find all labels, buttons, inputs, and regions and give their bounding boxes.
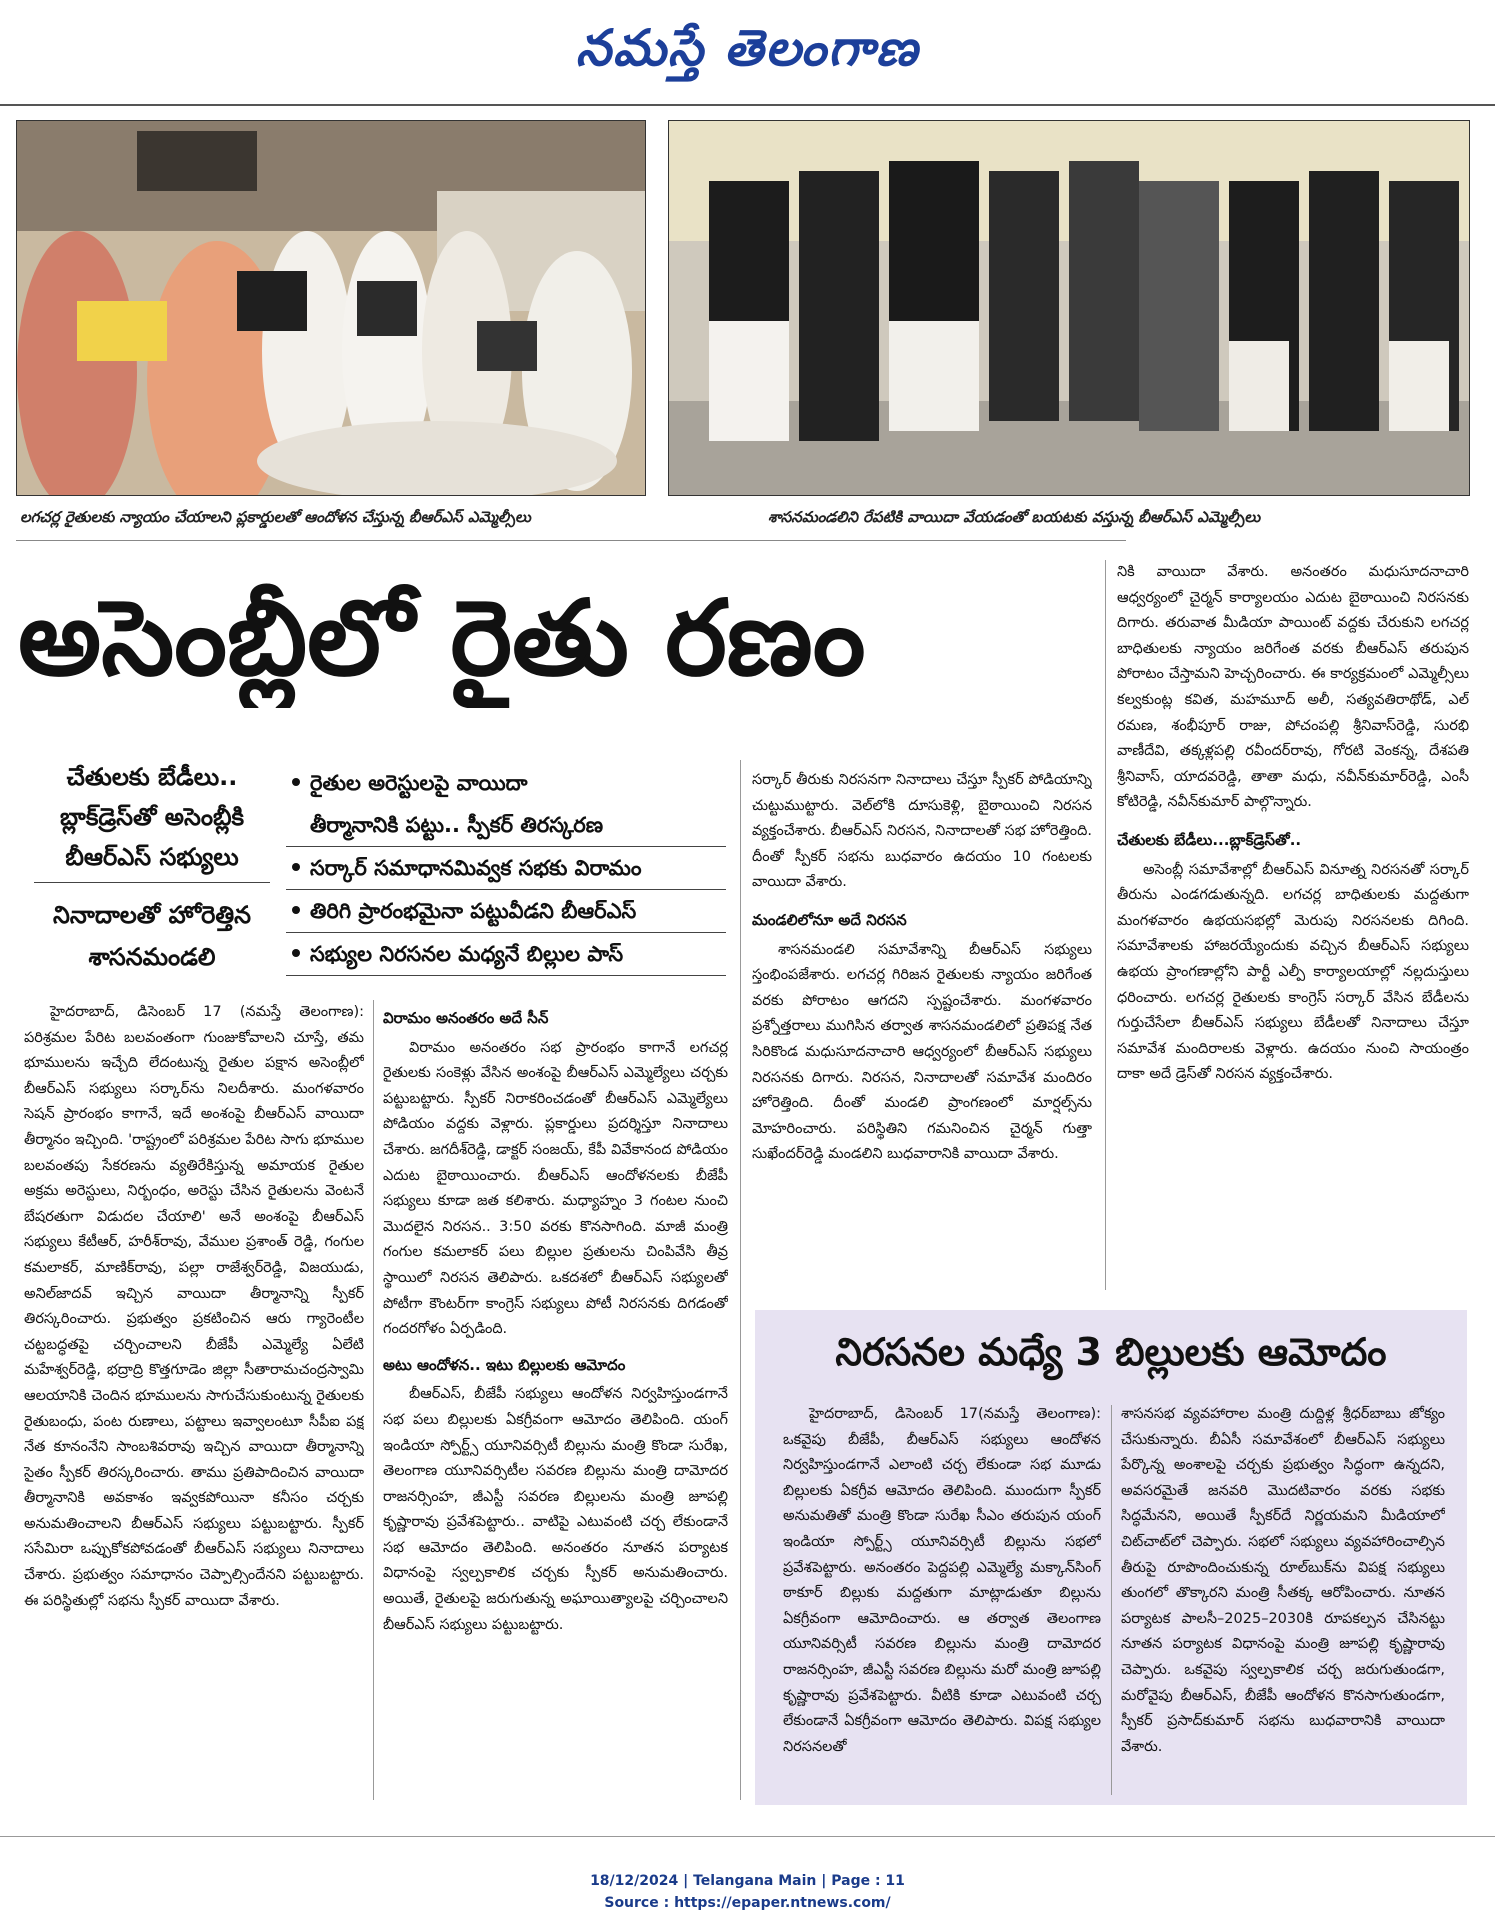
bullet-item: సభ్యుల నిరసనల మధ్యనే బిల్లుల పాస్‌ — [286, 933, 726, 976]
box-right-text: శాసనసభ వ్యవహారాల మంత్రి దుద్దిళ్ల శ్రీధర్‌బాబు జోక్యం చేసుకున్నారు. బీఏసీ సమావేశంలో బీఆర్‌ఎస్‌ సభ్యులు పేర్కొన్న అంశాలపై చర్చకు ప్రభుత్వం సిద్ధంగా ఉన్నదని, అవసరమైతే జనవరి మొదటివారం వరకు సభకు సిద్ధమేనని, అయితే స్పీకర్‌దే నిర్ణయమని మీడియాలో చిట్‌చాట్‌లో చెప్పారు. సభలో సభ్యులు వ్యవహారించాల్సిన తీరుపై రూపొందించుకున్న రూల్‌బుక్‌ను విపక్ష సభ్యులు తుంగలో తొక్కారని మంత్రి సీతక్క ఆరోపించారు. నూతన పర్యాటక పాలసీ–2025–2030కి రూపకల్పన చేసినట్టు నూతన పర్యాటక విధానంపై మంత్రి జూపల్లి కృష్ణారావు చెప్పారు. ఒకవైపు స్వల్పకాలిక చర్చ జరుగుతుండగా, మరోవైపు బీఆర్‌ఎస్‌, బీజేపీ ఆందోళన కొనసాగుతుండగా, స్పీకర్‌ ప్రసాద్‌కుమార్‌ సభను బుధవారానికి వాయిదా వేశారు. — [1121, 1406, 1445, 1755]
photo-right — [668, 120, 1470, 496]
deck-line-5: శాసనమండలి — [88, 943, 216, 971]
protest-photo-image — [17, 121, 645, 495]
column-2-text-1: విరామం అనంతరం సభ ప్రారంభం కాగానే లగచర్ల రైతులకు సంకెళ్లు వేసిన అంశంపై బీఆర్‌ఎస్‌ ఎమ్మెల్యేలు చర్చకు పట్టుబట్టారు. స్పీకర్‌ నిరాకరించడంతో బీఆర్‌ఎస్‌ ఎమ్మెల్యేలు పోడియం వద్దకు వెళ్లారు. ప్లకార్డులు ప్రదర్శిస్తూ నినాదాలు చేశారు. జగదీశ్‌రెడ్డి, డాక్టర్‌ సంజయ్‌, కేపీ వివేకానంద పోడియం ఎదుట బైఠాయించారు. బీఆర్‌ఎస్‌ ఆందోళనలకు బీజేపీ సభ్యులు కూడా జత కలిశారు. మధ్యాహ్నం 3 గంటల నుంచి మొదలైన నిరసన.. 3:50 వరకు కొనసాగింది. మాజీ మంత్రి గంగుల కమలాకర్‌ పలు బిల్లుల ప్రతులను చింపివేసి తీవ్ర స్థాయిలో నిరసన తెలిపారు. ఒకదశలో బీఆర్‌ఎస్‌ సభ్యులతో పోటీగా కౌంటర్‌గా కాంగ్రెస్‌ సభ్యులు పోటీ నిరసనకు దిగడంతో గందరగోళం ఏర్పడింది. — [383, 1039, 728, 1338]
box-column-right — [1121, 1402, 1445, 1797]
footer-divider — [0, 1836, 1495, 1837]
bullet-item: తిరిగి ప్రారంభమైనా పట్టువీడని బీఆర్‌ఎస్‌ — [286, 890, 726, 933]
article-column-1 — [24, 1000, 364, 1810]
bullet-item: సర్కార్‌ సమాధానమివ్వక సభకు విరామం — [286, 847, 726, 890]
photo-right-caption: శాసనమండలిని రేపటికి వాయిదా వేయడంతో బయటకు వస్తున్న బీఆర్‌ఎస్‌ ఎమ్మెల్సీలు — [768, 508, 1261, 526]
column-3-text-1: సర్కార్‌ తీరుకు నిరసనగా నినాదాలు చేస్తూ స్పీకర్‌ పోడియాన్ని చుట్టుముట్టారు. వెల్‌లోకి దూసుకెళ్లి, బైఠాయించి నిరసన వ్యక్తంచేశారు. బీఆర్‌ఎస్‌ నిరసన, నినాదాలతో సభ హోరెత్తింది. దీంతో స్పీకర్‌ సభను బుధవారం ఉదయం 10 గంటలకు వాయిదా వేశారు. — [752, 772, 1092, 891]
newspaper-title: నమస్తే తెలంగాణ — [575, 18, 920, 77]
box-headline: నిరసనల మధ్యే 3 బిల్లులకు ఆమోదం — [835, 1330, 1387, 1374]
masthead-divider — [0, 104, 1495, 106]
masthead — [0, 0, 1495, 104]
article-column-3 — [752, 768, 1092, 1298]
walkout-photo-image — [669, 121, 1469, 495]
column-3-text-2: శాసనమండలి సమావేశాన్ని బీఆర్‌ఎస్‌ సభ్యులు స్తంభింపజేశారు. లగచర్ల గిరిజన రైతులకు న్యాయం జరిగేంత వరకు పోరాటం ఆగదని స్పష్టంచేశారు. మంగళవారం ప్రశ్నోత్తరాలు ముగిసిన తర్వాత శాసనమండలిలో ప్రతిపక్ష నేత సిరికొండ మధుసూదనాచారి ఆధ్వర్యంలో బీఆర్‌ఎస్‌ సభ్యులు నిరసనకు దిగారు. నిరసన, నినాదాలతో సమావేశ మందిరం హోరెత్తింది. దీంతో మండలి ప్రాంగణంలో మార్షల్స్‌ను మోహరించారు. పరిస్థితిని గమనించిన చైర్మన్‌ గుత్తా సుఖేందర్‌రెడ్డి మండలిని బుధవారానికి వాయిదా వేశారు. — [752, 941, 1092, 1163]
box-column-left — [783, 1402, 1101, 1797]
column-1-text: హైదరాబాద్‌, డిసెంబర్‌ 17 (నమస్తే తెలంగాణ): పరిశ్రమల పేరిట బలవంతంగా గుంజుకోవాలని చూస్తే, తమ భూములను ఇచ్చేది లేదంటున్న రైతుల పక్షాన అసెంబ్లీలో బీఆర్‌ఎస్‌ సభ్యులు సర్కార్‌ను నిలదీశారు. మంగళవారం సెషన్‌ ప్రారంభం కాగానే, ఇదే అంశంపై బీఆర్‌ఎస్‌ వాయిదా తీర్మానం ఇచ్చింది. 'రాష్ట్రంలో పరిశ్రమల పేరిట సాగు భూముల బలవంతపు సేకరణను వ్యతిరేకిస్తున్న అమాయక రైతుల అక్రమ అరెస్టులు, నిర్బంధం, అరెస్టు చేసిన రైతులను వెంటనే బేషరతుగా విడుదల చేయాలి' అనే అంశంపై బీఆర్‌ఎస్‌ సభ్యులు కేటీఆర్‌, హరీశ్‌రావు, వేముల ప్రశాంత్‌ రెడ్డి, గంగుల కమలాకర్‌, మాణిక్‌రావు, పల్లా రాజేశ్వర్‌రెడ్డి, విజయుడు, అనిల్‌జాదవ్‌ ఇచ్చిన వాయిదా తీర్మానాన్ని స్పీకర్‌ తిరస్కరించారు. ప్రభుత్వం ప్రకటించిన ఆరు గ్యారెంటీల చట్టబద్ధతపై చర్చించాలని బీజేపీ ఎమ్మెల్యే ఏలేటి మహేశ్వర్‌రెడ్డి, భద్రాద్రి కొత్తగూడెం జిల్లా సీతారామచంద్రస్వామి ఆలయానికి చెందిన భూములను సాగుచేసుకుంటున్న రైతులకు రైతుబంధు, పంట రుణాలు, పట్టాలు ఇవ్వాలంటూ సీపీఐ పక్ష నేత కూనంనేని సాంబశివరావు ఇచ్చిన వాయిదా తీర్మానాన్ని సైతం స్పీకర్‌ తిరస్కరించారు. తాము ప్రతిపాదించిన వాయిదా తీర్మానానికి అవకాశం ఇవ్వకపోయినా కనీసం చర్చకు అనుమతించాలని బీఆర్‌ఎస్‌ సభ్యులు పట్టుబట్టారు. స్పీకర్‌ ససేమిరా ఒప్పుకోకపోవడంతో బీఆర్‌ఎస్‌ సభ్యులు నినాదాలు చేశారు. ప్రభుత్వం సమాధానం చెప్పాల్సిందేనని పట్టుబట్టారు. ఈ పరిస్థితుల్లో సభను స్పీకర్‌ వాయిదా వేశారు. — [24, 1004, 364, 1609]
deck-line-2: బ్లాక్‌డ్రెస్‌తో అసెంబ్లీకి — [59, 803, 245, 831]
footer-edition-info: 18/12/2024 | Telangana Main | Page : 11 — [590, 1873, 905, 1889]
caption-divider — [16, 540, 1126, 541]
column-2-text-2: బీఆర్‌ఎస్‌, బీజేపీ సభ్యులు ఆందోళన నిర్వహిస్తుండగానే సభ పలు బిల్లులకు ఏకగ్రీవంగా ఆమోదం తెలిపింది. యంగ్‌ ఇండియా స్పోర్ట్స్‌ యూనివర్సిటీ బిల్లును మంత్రి కొండా సురేఖ, తెలంగాణ యూనివర్సిటీల సవరణ బిల్లును మంత్రి దామోదర రాజనర్సింహ, జీఎస్టీ సవరణ బిల్లులను మంత్రి జూపల్లి కృష్ణారావు ప్రవేశపెట్టారు.. వాటిపై ఎటువంటి చర్చ లేకుండానే సభ ఆమోదం తెలిపింది. అనంతరం నూతన పర్యాటక విధానంపై స్వల్పకాలిక చర్చకు స్పీకర్‌ అనుమతించారు. అయితే, రైతులపై జరుగుతున్న అఘాయిత్యాలపై చర్చించాలని బీఆర్‌ఎస్‌ సభ్యులు పట్టుబట్టారు. — [383, 1386, 728, 1633]
deck-line-1: చేతులకు బేడీలు.. — [66, 763, 238, 791]
box-column-divider — [1111, 1405, 1112, 1795]
photo-left — [16, 120, 646, 496]
deck-divider — [34, 882, 270, 883]
main-headline: అసెంబ్లీలో రైతు రణం — [18, 577, 866, 699]
column-divider — [740, 760, 741, 1800]
deck-line-4: నినాదాలతో హోరెత్తిన — [53, 901, 251, 929]
subheading-black-dress: చేతులకు బేడీలు...బ్లాక్‌డ్రెస్‌తో.. — [1117, 830, 1302, 849]
bills-box-story — [755, 1310, 1467, 1805]
box-left-text: హైదరాబాద్‌, డిసెంబర్‌ 17(నమస్తే తెలంగాణ): ఒకవైపు బీజేపీ, బీఆర్‌ఎస్‌ సభ్యులు ఆందోళన నిర్వహిస్తుండగానే ఎలాంటి చర్చ లేకుండా సభ మూడు బిల్లులకు ఏకగ్రీవ ఆమోదం తెలిపింది. ముందుగా స్పీకర్‌ అనుమతితో మంత్రి కొండా సురేఖ సీఎం తరుపున యంగ్‌ ఇండియా స్పోర్ట్స్‌ యూనివర్సిటీ బిల్లును సభలో ప్రవేశపెట్టారు. అనంతరం పెద్దపల్లి ఎమ్మెల్యే మక్కాన్‌సింగ్‌ ఠాకూర్‌ బిల్లుకు మద్దతుగా మాట్లాడుతూ బిల్లును ఏకగ్రీవంగా ఆమోదించారు. ఆ తర్వాత తెలంగాణ యూనివర్సిటీ సవరణ బిల్లును మంత్రి దామోదర రాజనర్సింహ, జీఎస్టీ సవరణ బిల్లును మరో మంత్రి జూపల్లి కృష్ణారావు ప్రవేశపెట్టారు. వీటికి కూడా ఎటువంటి చర్చ లేకుండానే ఏకగ్రీవంగా ఆమోదం తెలిపారు. విపక్ష సభ్యుల నిరసనలతో — [783, 1406, 1101, 1755]
subheading-recess: విరామం అనంతరం అదే సీన్‌ — [383, 1009, 549, 1027]
column-4-text-2: అసెంబ్లీ సమావేశాల్లో బీఆర్‌ఎస్‌ వినూత్న నిరసనతో సర్కార్‌ తీరును ఎండగడుతున్నది. లగచర్ల బాధితులకు మద్దతుగా మంగళవారం ఉభయసభల్లో మెరుపు నిరసనలకు దిగింది. సమావేశాలకు హాజరయ్యేందుకు వచ్చిన బీఆర్‌ఎస్‌ సభ్యులు ఉభయ ప్రాంగణాల్లోని పార్టీ ఎల్పీ కార్యాలయాల్లో నల్లదుస్తులు ధరించారు. లగచర్ల రైతులకు కాంగ్రెస్‌ సర్కార్‌ వేసిన బేడీలను గుర్తుచేసేలా బీఆర్‌ఎస్‌ సభ్యులు బేడీలతో నినాదాలు చేస్తూ సమావేశ మందిరాలకు వెళ్లారు. ఉదయం నుంచి సాయంత్రం దాకా అదే డ్రెస్‌తో నిరసన వ్యక్తంచేశారు. — [1117, 861, 1469, 1083]
deck-line-3: బీఆర్‌ఎస్‌ సభ్యులు — [65, 843, 239, 871]
bullet-item-continued: తీర్మానానికి పట్టు.. స్పీకర్‌ తిరస్కరణ — [286, 804, 726, 847]
bullet-item: రైతుల అరెస్టులపై వాయిదా — [286, 762, 726, 804]
column-divider — [373, 1000, 374, 1800]
subheading-council: మండలిలోనూ అదే నిరసన — [752, 910, 907, 929]
column-divider — [1105, 560, 1106, 1290]
article-column-2 — [383, 1000, 728, 1810]
highlight-bullets — [286, 762, 726, 976]
page-footer — [0, 1870, 1495, 1914]
footer-source-link[interactable]: Source : https://epaper.ntnews.com/ — [604, 1895, 891, 1911]
subheading-bills: అటు ఆందోళన.. ఇటు బిల్లులకు ఆమోదం — [383, 1355, 626, 1374]
photo-left-caption: లగచర్ల రైతులకు న్యాయం చేయాలని ప్లకార్డులతో ఆందోళన చేస్తున్న బీఆర్‌ఎస్‌ ఎమ్మెల్సీలు — [20, 508, 531, 526]
column-4-text-1: నికి వాయిదా వేశారు. అనంతరం మధుసూదనాచారి ఆధ్వర్యంలో చైర్మన్‌ కార్యాలయం ఎదుట బైఠాయించి నిరసనకు దిగారు. తరువాత మీడియా పాయింట్‌ వద్దకు చేరుకుని లగచర్ల బాధితులకు న్యాయం జరిగేంత వరకు బీఆర్‌ఎస్‌ తరుపున పోరాటం చేస్తామని హెచ్చరించారు. ఈ కార్యక్రమంలో ఎమ్మెల్సీలు కల్వకుంట్ల కవిత, మహమూద్‌ అలీ, సత్యవతిరాథోడ్‌, ఎల్‌ రమణ, శంభీపూర్‌ రాజు, పోచంపల్లి శ్రీనివాస్‌రెడ్డి, సురభి వాణీదేవి, తక్కళ్లపల్లి రవీందర్‌రావు, గోరటి వెంకన్న, దేశపతి శ్రీనివాస్‌, యాదవరెడ్డి, తాతా మధు, నవీన్‌కుమార్‌రెడ్డి, ఎంసీ కోటిరెడ్డి, నవీన్‌కుమార్‌ పాల్గొన్నారు. — [1117, 564, 1469, 811]
article-column-4 — [1117, 560, 1469, 1295]
